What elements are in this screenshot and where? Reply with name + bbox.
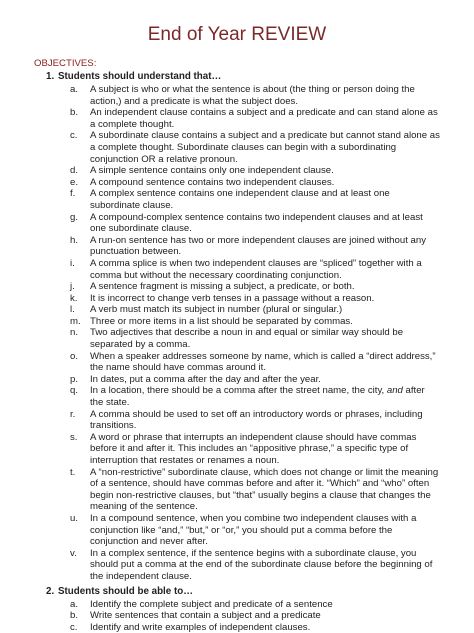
- list-item: [34, 304, 440, 316]
- list-item: [34, 293, 440, 305]
- list-item: [34, 107, 440, 130]
- list-item: [34, 188, 440, 211]
- list-item: [34, 130, 440, 165]
- item-list: [34, 84, 440, 583]
- item-letter: o.: [70, 350, 79, 362]
- section-heading: [34, 586, 440, 598]
- item-list: [34, 599, 440, 633]
- item-letter: n.: [70, 327, 79, 339]
- list-item: [34, 351, 440, 374]
- list-item: [34, 177, 440, 189]
- item-text: It is incorrect to change verb tenses in a passage without a reason.: [90, 292, 375, 304]
- item-text: A verb must match its subject in number (plural or singular.): [90, 304, 343, 316]
- item-text: A compound sentence contains two independent clauses.: [90, 176, 335, 188]
- item-letter: a.: [70, 598, 79, 610]
- item-letter: d.: [70, 165, 79, 177]
- item-text: A comma splice is when two independent clauses are “spliced” together with a comma but without the necessary coordinating conjunction.: [90, 257, 422, 281]
- item-letter: c.: [70, 621, 78, 633]
- item-text: Write sentences that contain a subject and a predicate: [90, 610, 321, 622]
- item-letter: t.: [70, 466, 76, 478]
- item-letter: p.: [70, 373, 79, 385]
- objectives-list: [34, 71, 440, 633]
- item-text: A complex sentence contains one independent clause and at least one subordinate clause.: [90, 188, 390, 211]
- list-item: [34, 374, 440, 386]
- item-letter: j.: [70, 281, 75, 293]
- item-text: When a speaker addresses someone by name, which is called a “direct address,” the name should have commas around it.: [90, 350, 436, 374]
- item-letter: s.: [70, 431, 78, 443]
- list-item: [34, 84, 440, 107]
- list-item: [34, 467, 440, 513]
- item-text: A comma should be used to set off an introductory words or phrases, including transitions.: [90, 408, 423, 432]
- objective-section: [34, 586, 440, 633]
- section-heading-text: Students should be able to…: [58, 585, 193, 597]
- item-letter: c.: [70, 130, 78, 142]
- item-text: An independent clause contains a subject and a predicate and can stand alone as a complete thought.: [90, 107, 438, 130]
- item-letter: v.: [70, 547, 77, 559]
- item-text: Two adjectives that describe a noun in and equal or similar way should be separated by a comma.: [90, 327, 404, 351]
- item-text: Identify and write examples of independent clauses.: [90, 621, 311, 633]
- objectives-label: OBJECTIVES:: [34, 58, 97, 69]
- item-text: Three or more items in a list should be separated by commas.: [90, 315, 353, 327]
- item-text: A run-on sentence has two or more independent clauses are joined without any punctuation between.: [90, 234, 426, 258]
- section-heading: [34, 71, 440, 83]
- section-number: 1.: [46, 71, 55, 82]
- item-text: A subordinate clause contains a subject and a predicate but cannot stand alone as a complete thought. Subordinate clauses can begin with a subordinating conjunction OR a relative pronoun.: [90, 130, 440, 165]
- list-item: [34, 599, 440, 611]
- item-letter: u.: [70, 512, 79, 524]
- objective-section: [34, 71, 440, 583]
- item-letter: r.: [70, 408, 76, 420]
- item-letter: b.: [70, 610, 79, 622]
- item-text: A subject is who or what the sentence is about (the thing or person doing the action,) and a predicate is what the subject does.: [90, 84, 415, 107]
- section-number: 2.: [46, 585, 55, 597]
- item-text: A sentence fragment is missing a subject, a predicate, or both.: [90, 281, 355, 293]
- item-letter: e.: [70, 176, 79, 188]
- item-letter: q.: [70, 385, 79, 397]
- item-text: A word or phrase that interrupts an independent clause should have commas before it and after it. This includes an “appositive phrase,” a specific type of interruption that restates or renames a noun.: [90, 431, 417, 466]
- item-letter: f.: [70, 188, 76, 200]
- list-item: [34, 235, 440, 258]
- item-letter: b.: [70, 107, 79, 119]
- item-emphasis: and: [386, 385, 403, 397]
- list-item: [34, 432, 440, 467]
- document-title: End of Year REVIEW: [147, 24, 327, 45]
- list-item: [34, 281, 440, 293]
- list-item: [34, 316, 440, 328]
- item-text: A “non-restrictive” subordinate clause, which does not change or limit the meaning of a sentence, should have commas before and after it. “Which” and “who” often begin non-restrictive clauses, but “that” usually begins a clause that changes the meaning of the sentence.: [90, 466, 439, 513]
- item-letter: l.: [70, 304, 75, 316]
- section-heading-text: Students should understand that…: [58, 71, 222, 82]
- item-text: A simple sentence contains only one independent clause.: [90, 165, 334, 177]
- item-text: after the state.: [90, 385, 425, 409]
- list-item: [34, 548, 440, 583]
- list-item: [34, 610, 440, 622]
- item-letter: k.: [70, 292, 78, 304]
- list-item: [34, 327, 440, 350]
- item-letter: a.: [70, 84, 79, 95]
- list-item: [34, 622, 440, 633]
- list-item: [34, 513, 440, 548]
- list-item: [34, 212, 440, 235]
- list-item: [34, 258, 440, 281]
- item-letter: g.: [70, 211, 79, 223]
- item-letter: i.: [70, 257, 75, 269]
- list-item: [34, 409, 440, 432]
- item-text: In dates, put a comma after the day and after the year.: [90, 373, 321, 385]
- item-text: Identify the complete subject and predicate of a sentence: [90, 598, 333, 610]
- item-text: In a compound sentence, when you combine two independent clauses with a conjunction like “and,” “but,” or “or,” you should put a comma before the conjunction and never after.: [90, 512, 417, 548]
- item-letter: m.: [70, 315, 81, 327]
- item-text: In a complex sentence, if the sentence begins with a subordinate clause, you should put a comma at the end of the subordinate clause before the beginning of the independent clause.: [90, 547, 433, 582]
- item-text: A compound-complex sentence contains two independent clauses and at least one subordinate clause.: [90, 211, 423, 235]
- item-letter: h.: [70, 234, 79, 246]
- list-item: [34, 165, 440, 177]
- list-item: [34, 385, 440, 408]
- item-text: In a location, there should be a comma after the street name, the city,: [90, 385, 387, 397]
